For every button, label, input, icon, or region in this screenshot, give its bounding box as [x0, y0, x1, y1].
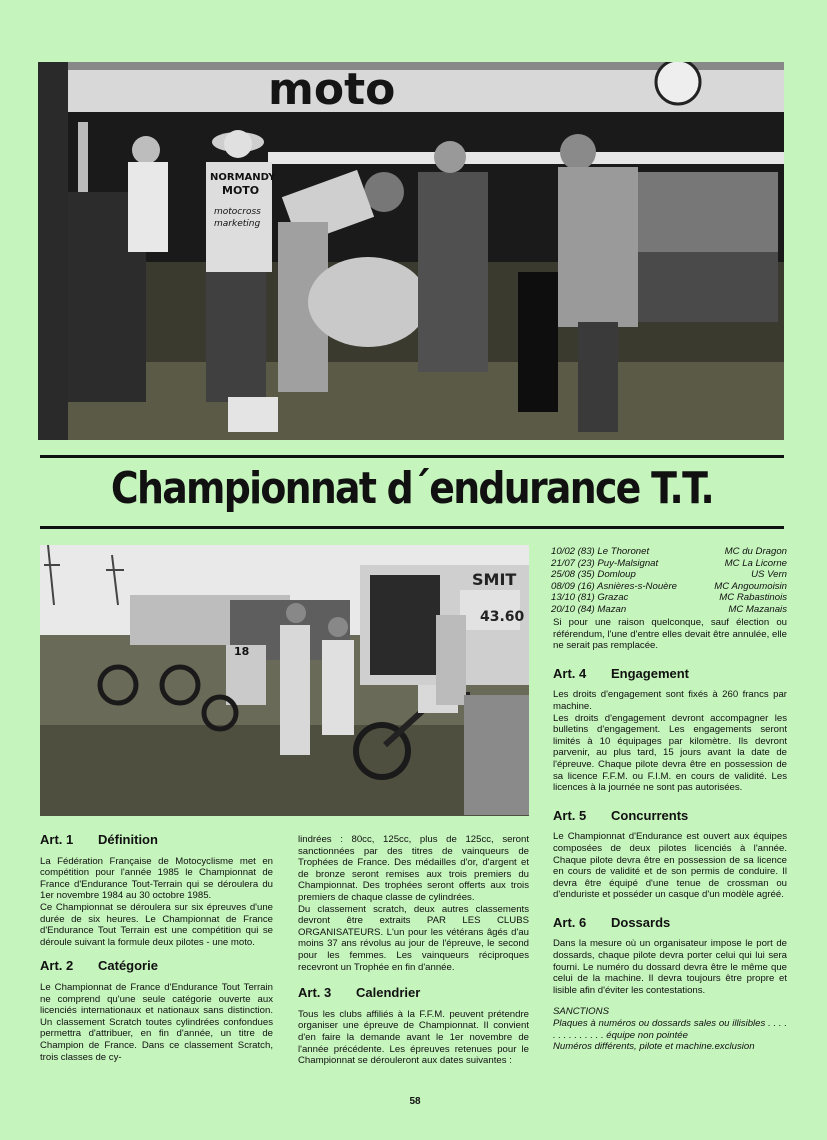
art3-title: Calendrier: [356, 985, 421, 1001]
art1-number: Art. 1: [40, 832, 74, 847]
art2-paragraph-1: Le Championnat de France d'Endurance Tout Terrain ne comprend qu'une seule catégorie ouverte aux licenciés internationaux et nationaux sans distinction. Un classement Scratch toutes cylindrées confondues permettra d'attribuer, en fin d'année, un titre de Champion de France. Dans ce classement Scratch, trois classes de cy-: [40, 981, 273, 1063]
shirt-text-2: MOTO: [222, 184, 260, 197]
middle-column: [298, 834, 529, 1067]
art6-paragraph-1: Dans la mesure où un organisateur impose le port de dossards, chaque pilote devra porter celui qui lui sera fourni. Le numéro du dossard devra être le même que celui de la machine. Il devra toujours être propre et lisible afin d'éviter les contestations.: [553, 938, 787, 996]
sanctions-line-1: Plaques à numéros ou dossards sales ou illisibles . . . . . . . . . . . . . . équipe non pointée: [553, 1018, 787, 1041]
calendar-row: [551, 558, 787, 570]
calendar-event: 20/10 (84) Mazan: [551, 603, 627, 615]
pit-scene-illustration: [38, 62, 784, 440]
calendar-row: [551, 581, 787, 593]
calendar-row: [551, 592, 787, 604]
shirt-text-3: motocross: [214, 207, 261, 217]
art2-title: Catégorie: [98, 958, 158, 974]
art5-heading: [553, 807, 787, 823]
art5-number: Art. 5: [553, 807, 587, 823]
art3-number: Art. 3: [298, 985, 332, 1001]
art2-number: Art. 2: [40, 958, 74, 974]
title-bottom-rule: [40, 526, 784, 529]
calendar-row: [551, 604, 787, 616]
calendar-row: [551, 569, 787, 581]
art4-paragraph-1: Les droits d'engagement sont fixés à 260 francs par machine.: [553, 689, 787, 712]
paddock-scene-illustration: [40, 545, 529, 816]
art6-title: Dossards: [611, 914, 671, 930]
art6-heading: [553, 914, 787, 930]
calendar-club: MC Mazanais: [728, 603, 787, 615]
art3-paragraph-1: Tous les clubs affiliés à la F.F.M. peuvent prétendre organiser une épreuve de Championnat. Il convient d'en faire la demande avant le 1er novembre de l'année précédente. Les épreuves retenues pour le Championnat se dérouleront aux dates suivantes :: [298, 1008, 529, 1067]
art4-title: Engagement: [611, 665, 690, 681]
calendar-club: US Vern: [751, 569, 787, 581]
title-top-rule: [40, 455, 784, 458]
calendar-club: MC La Licorne: [724, 557, 787, 569]
calendar-row: [551, 546, 787, 558]
art4-heading: [553, 665, 787, 681]
sanctions-heading: SANCTIONS: [553, 1006, 609, 1018]
art1-paragraph-2: Ce Championnat se déroulera sur six épreuves d'une durée de six heures. Le Championnat de France d'Endurance Tout Terrain est une compétition qui se déroule suivant la formule deux pilotes - une moto.: [40, 901, 273, 948]
shirt-text-4: marketing: [214, 219, 261, 229]
van-text: SMIT: [472, 570, 517, 589]
right-column: [553, 617, 787, 1053]
top-photo: [38, 62, 784, 440]
art1-paragraph-1: La Fédération Française de Motocyclisme met en compétition pour l'année 1985 le Championnat de France d'Endurance Tout-Terrain qui se déroulera du 1er novembre 1984 au 30 octobre 1985.: [40, 855, 273, 902]
art3-heading: [298, 987, 529, 999]
calendar-club: MC Angoumoisin: [714, 580, 787, 592]
calendar-event: 21/07 (23) Puy-Malsignat: [551, 557, 659, 569]
calendar-event: 13/10 (81) Grazac: [551, 592, 629, 604]
left-column: [40, 834, 273, 1063]
page-title: Championnat d´endurance T.T.: [110, 463, 714, 514]
page-number: 58: [409, 1096, 421, 1107]
middle-photo: [40, 545, 529, 816]
calendar-club: MC du Dragon: [724, 546, 787, 557]
calendar-note: Si pour une raison quelconque, sauf élection ou référendum, l'une d'entre elles devait être annulée, elle ne serait pas remplacée.: [553, 617, 787, 652]
shirt-text-1: NORMANDY: [210, 172, 276, 183]
sanctions-line-2: Numéros différents, pilote et machine.exclusion: [553, 1041, 755, 1053]
art1-title: Définition: [98, 832, 158, 847]
calendar-club: MC Rabastinois: [719, 592, 787, 604]
art5-paragraph-1: Le Championnat d'Endurance est ouvert aux équipes composées de deux pilotes licenciés à l'année. Chaque pilote devra être en possession de sa licence en cours de validité et de son permis de conduire. Il devra être équipé d'une tenue de crossman ou d'enduriste et posséder un casque d'un modèle agréé.: [553, 831, 787, 901]
classement-paragraph: Du classement scratch, deux autres classements devront être extraits PAR LES CLUBS ORGANISATEURS. L'un pour les vétérans âgés d'au moins 37 ans révolus au jour de l'épreuve, le second pour les femmes. Les vainqueurs réciproques recevront un Trophée en fin d'année.: [298, 903, 529, 973]
plate-text: 43.60: [480, 609, 525, 625]
art6-number: Art. 6: [553, 914, 587, 930]
art1-heading: [40, 834, 273, 846]
art5-title: Concurrents: [611, 807, 689, 823]
calendar-event: 25/08 (35) Domloup: [551, 569, 636, 581]
calendar-event: 10/02 (83) Le Thoronet: [551, 546, 650, 557]
art4-paragraph-2: Les droits d'engagement devront accompagner les bulletins d'engagement. Les engagements seront limités à 10 équipages par kilomètre. Ils devront parvenir, au plus tard, 15 jours avant la date de l'épreuve. Chaque pilote devra être en possession de sa licence F.F.M. ou F.I.M. en cours de validité. Les licences à la journée ne sont pas autorisées.: [553, 712, 787, 794]
calendar-event: 08/09 (16) Asnières-s-Nouère: [551, 580, 678, 592]
banner-text: moto: [268, 64, 396, 115]
art2-continued-paragraph: lindrées : 80cc, 125cc, plus de 125cc, seront sanctionnées par des titres de vainqueurs de Trophées de France. Des médailles d'or, d'argent et de bronze seront remises aux trois premiers du Championnat. Des trophées seront offerts aux trois premiers de chaque classe de cylindrées.: [298, 834, 529, 903]
calendar-list: [551, 546, 787, 616]
art4-number: Art. 4: [553, 665, 587, 681]
bike-number: 18: [234, 645, 250, 658]
art2-heading: [40, 960, 273, 972]
